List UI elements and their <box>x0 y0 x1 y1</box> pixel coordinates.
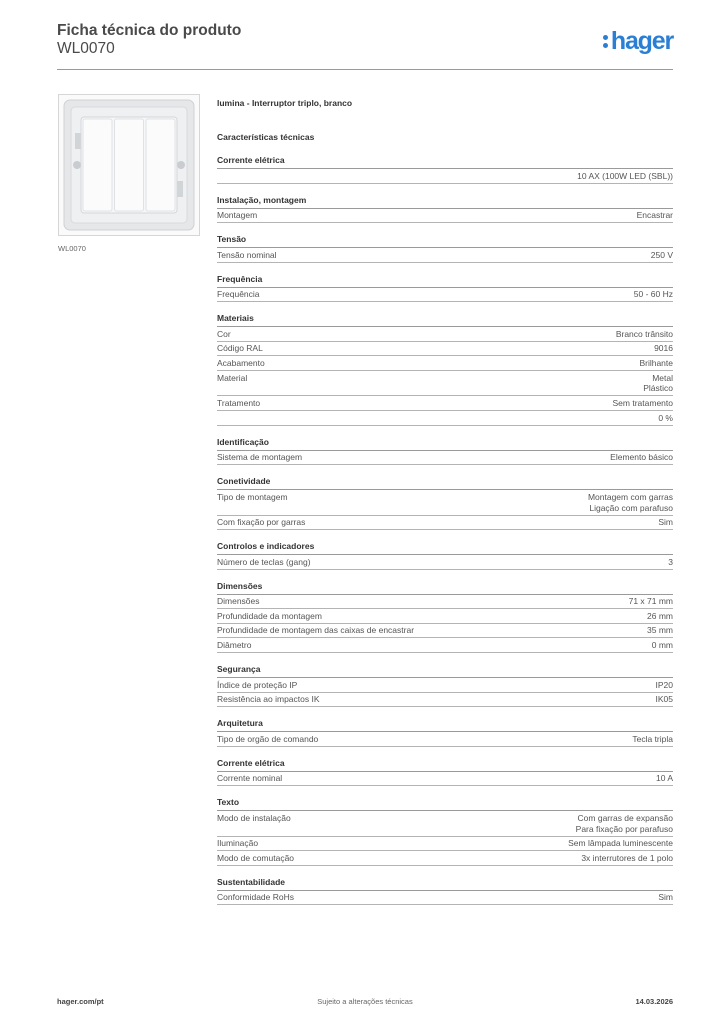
spec-value-line: Com garras de expansão <box>577 812 673 823</box>
spec-label: Corrente nominal <box>217 773 283 784</box>
spec-value <box>656 773 673 784</box>
spec-label: Com fixação por garras <box>217 517 306 528</box>
spec-value-line: 10 A <box>655 773 673 784</box>
spec-row <box>217 595 673 610</box>
section-title: Conetividade <box>217 476 673 490</box>
spec-section <box>217 664 673 707</box>
spec-label: Tipo de montagem <box>217 491 288 502</box>
spec-value-line: Sem lâmpada luminescente <box>568 838 673 849</box>
spec-label: Montagem <box>217 210 258 221</box>
logo-dots-icon <box>603 33 609 50</box>
spec-section <box>217 541 673 570</box>
spec-section <box>217 155 673 184</box>
spec-content <box>217 96 673 905</box>
spec-row <box>217 891 673 906</box>
spec-value <box>632 734 673 745</box>
section-title: Segurança <box>217 664 673 678</box>
spec-label: Tensão nominal <box>217 249 277 260</box>
spec-row <box>217 516 673 531</box>
spec-section <box>217 476 673 530</box>
spec-value <box>634 289 673 300</box>
spec-value-line: Plástico <box>643 383 673 394</box>
spec-value <box>639 358 673 369</box>
spec-value <box>643 373 673 395</box>
spec-value <box>647 611 673 622</box>
section-title: Corrente elétrica <box>217 758 673 772</box>
spec-value-line: 3x interrutores de 1 polo <box>581 852 673 863</box>
footer-date: 14.03.2026 <box>635 997 673 1006</box>
product-name: lumina - Interruptor triplo, branco <box>217 98 353 108</box>
spec-value-line: 3 <box>668 556 673 567</box>
spec-row <box>217 609 673 624</box>
spec-value <box>581 853 673 864</box>
spec-value-line: IP20 <box>655 679 673 690</box>
spec-value-line: Sim <box>658 517 673 528</box>
spec-value <box>576 813 673 835</box>
spec-value-line: 35 mm <box>647 625 673 636</box>
spec-value <box>668 557 673 568</box>
spec-label: Frequência <box>217 289 260 300</box>
triple-switch-icon <box>59 95 199 235</box>
spec-row <box>217 490 673 515</box>
spec-value-line: Elemento básico <box>610 452 673 463</box>
spec-value-line: Montagem com garras <box>587 491 673 502</box>
spec-value <box>610 452 673 463</box>
logo-text: hager <box>610 27 673 55</box>
section-title: Frequência <box>217 274 673 288</box>
spec-label: Modo de instalação <box>217 812 291 823</box>
spec-value-line: Brilhante <box>639 358 673 369</box>
spec-value-line: Branco trânsito <box>615 328 673 339</box>
section-title: Arquitetura <box>217 718 673 732</box>
spec-section <box>217 234 673 263</box>
product-image-caption: WL0070 <box>58 244 86 253</box>
footer-notice: Sujeito a alterações técnicas <box>317 997 413 1006</box>
spec-section <box>217 437 673 466</box>
spec-section <box>217 274 673 303</box>
section-title: Dimensões <box>217 581 673 595</box>
spec-value-line: Ligação com parafuso <box>589 502 673 513</box>
section-title: Corrente elétrica <box>217 155 673 169</box>
spec-label: Diâmetro <box>217 640 252 651</box>
spec-value <box>652 640 673 651</box>
spec-section <box>217 581 673 653</box>
section-title: Sustentabilidade <box>217 877 673 891</box>
spec-row <box>217 638 673 653</box>
spec-label: Profundidade da montagem <box>217 610 322 621</box>
spec-row <box>217 288 673 303</box>
spec-value-line: Para fixação por parafuso <box>575 823 673 834</box>
spec-row <box>217 851 673 866</box>
spec-value-line: Sim <box>658 892 673 903</box>
spec-row <box>217 342 673 357</box>
spec-label: Resistência ao impactos IK <box>217 694 320 705</box>
spec-sections <box>217 155 673 905</box>
spec-row <box>217 624 673 639</box>
spec-label: Índice de proteção IP <box>217 679 298 690</box>
spec-value <box>658 413 673 424</box>
product-image <box>58 94 200 236</box>
technical-characteristics-title: Características técnicas <box>217 132 315 142</box>
spec-value <box>656 680 674 691</box>
spec-row <box>217 396 673 411</box>
spec-value-line: IK05 <box>655 694 673 705</box>
spec-row <box>217 371 673 396</box>
section-title: Tensão <box>217 234 673 248</box>
page-header <box>57 22 673 70</box>
spec-value-line: Metal <box>652 372 673 383</box>
section-title: Texto <box>217 797 673 811</box>
spec-row <box>217 356 673 371</box>
spec-label: Conformidade RoHs <box>217 892 295 903</box>
spec-value-line: Tecla tripla <box>632 733 673 744</box>
section-title: Identificação <box>217 437 673 451</box>
spec-section <box>217 718 673 747</box>
spec-value <box>656 694 674 705</box>
spec-value-line: 10 AX (100W LED (SBL)) <box>577 170 673 181</box>
spec-row <box>217 772 673 787</box>
spec-label: Cor <box>217 328 231 339</box>
page-title: Ficha técnica do produto <box>57 22 242 39</box>
spec-row <box>217 169 673 184</box>
spec-label: Profundidade de montagem das caixas de encastrar <box>217 625 415 636</box>
hager-logo <box>603 27 673 55</box>
spec-value-line: Sem tratamento <box>612 398 673 409</box>
spec-label: Número de teclas (gang) <box>217 556 311 567</box>
spec-value-line: 250 V <box>650 249 673 260</box>
spec-value-line: 0 mm <box>651 640 673 651</box>
spec-label: Sistema de montagem <box>217 452 303 463</box>
spec-section <box>217 797 673 866</box>
spec-label: Iluminação <box>217 838 259 849</box>
spec-section <box>217 758 673 787</box>
footer-website: hager.com/pt <box>57 997 104 1006</box>
spec-value <box>658 892 673 903</box>
spec-label: Tipo de orgão de comando <box>217 733 319 744</box>
spec-row <box>217 693 673 708</box>
section-title: Controlos e indicadores <box>217 541 673 555</box>
spec-value <box>616 329 673 340</box>
spec-value <box>654 343 673 354</box>
spec-value <box>613 398 673 409</box>
spec-row <box>217 555 673 570</box>
spec-label: Código RAL <box>217 343 263 354</box>
spec-value <box>637 210 673 221</box>
spec-row <box>217 837 673 852</box>
spec-row <box>217 248 673 263</box>
spec-section <box>217 313 673 425</box>
spec-label: Material <box>217 372 248 383</box>
spec-value <box>568 838 673 849</box>
spec-value-line: 9016 <box>654 343 673 354</box>
section-title: Instalação, montagem <box>217 195 673 209</box>
spec-row <box>217 411 673 426</box>
spec-row <box>217 209 673 224</box>
spec-label: Dimensões <box>217 596 260 607</box>
spec-section <box>217 877 673 906</box>
spec-value <box>629 596 673 607</box>
spec-section <box>217 195 673 224</box>
spec-label: Modo de comutação <box>217 852 295 863</box>
spec-value-line: 71 x 71 mm <box>628 596 673 607</box>
spec-row <box>217 811 673 836</box>
spec-row <box>217 451 673 466</box>
spec-row <box>217 678 673 693</box>
spec-value-line: 50 - 60 Hz <box>633 289 673 300</box>
spec-row <box>217 732 673 747</box>
spec-label: Acabamento <box>217 358 265 369</box>
spec-value-line: Encastrar <box>636 210 673 221</box>
spec-value <box>647 625 673 636</box>
spec-value <box>577 171 673 182</box>
spec-value <box>651 250 673 261</box>
spec-value-line: 0 % <box>658 412 673 423</box>
spec-value-line: 26 mm <box>647 610 673 621</box>
spec-label: Tratamento <box>217 398 261 409</box>
product-code: WL0070 <box>57 40 115 57</box>
spec-value <box>658 517 673 528</box>
section-title: Materiais <box>217 313 673 327</box>
spec-row <box>217 327 673 342</box>
spec-value <box>588 492 673 514</box>
